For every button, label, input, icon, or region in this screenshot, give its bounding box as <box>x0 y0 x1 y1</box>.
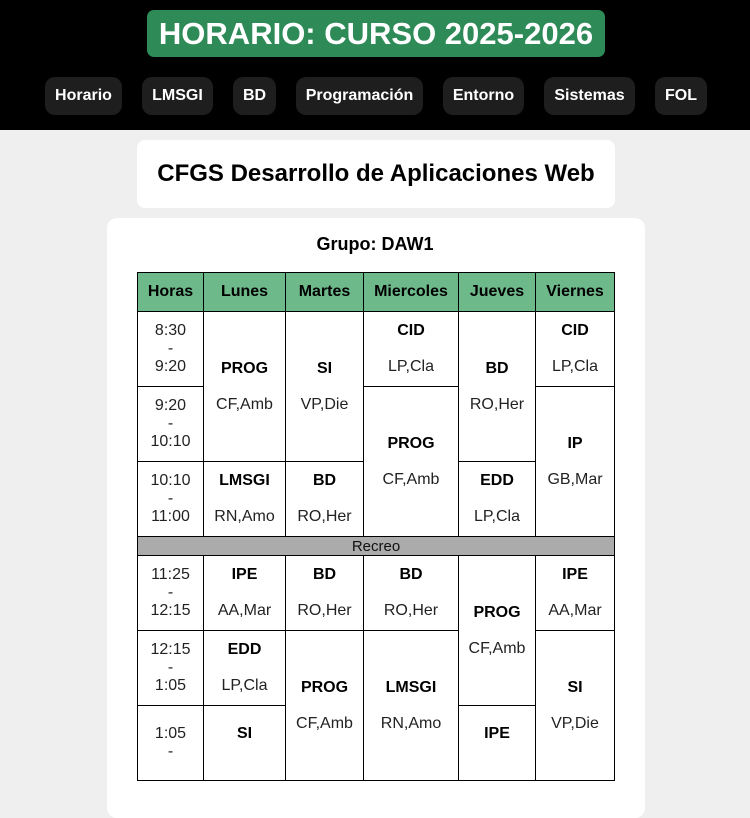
class-cell: IPE <box>459 706 536 781</box>
nav-programacion-button[interactable]: Programación <box>296 77 423 115</box>
class-cell: BD RO,Her <box>459 312 536 462</box>
header-jueves: Jueves <box>459 273 536 312</box>
class-cell: BD RO,Her <box>286 556 364 631</box>
class-cell: PROG CF,Amb <box>459 556 536 706</box>
class-cell: EDD LP,Cla <box>204 631 286 706</box>
nav-sistemas-button[interactable]: Sistemas <box>544 77 635 115</box>
nav-horario-button[interactable]: Horario <box>45 77 122 115</box>
time-cell: 11:25 - 12:15 <box>138 556 204 631</box>
class-cell: PROG CF,Amb <box>204 312 286 462</box>
class-cell: CID LP,Cla <box>364 312 459 387</box>
class-cell: SI VP,Die <box>536 631 615 781</box>
header-miercoles: Miercoles <box>364 273 459 312</box>
page-header <box>0 0 750 130</box>
class-cell: IP GB,Mar <box>536 387 615 537</box>
nav-entorno-button[interactable]: Entorno <box>443 77 524 115</box>
time-cell: 8:30 - 9:20 <box>138 312 204 387</box>
nav-lmsgi-button[interactable]: LMSGI <box>142 77 213 115</box>
class-cell: SI <box>204 706 286 781</box>
class-cell: IPE AA,Mar <box>536 556 615 631</box>
recreo-row <box>138 537 615 556</box>
class-cell: SI VP,Die <box>286 312 364 462</box>
schedule-table <box>137 272 615 781</box>
class-cell: PROG CF,Amb <box>364 387 459 537</box>
class-cell: BD RO,Her <box>286 462 364 537</box>
class-cell: PROG CF,Amb <box>286 631 364 781</box>
class-cell: IPE AA,Mar <box>204 556 286 631</box>
header-viernes: Viernes <box>536 273 615 312</box>
nav-bd-button[interactable]: BD <box>233 77 276 115</box>
nav-fol-button[interactable]: FOL <box>655 77 707 115</box>
class-cell: EDD LP,Cla <box>459 462 536 537</box>
page-title: HORARIO: CURSO 2025-2026 <box>147 10 605 57</box>
time-cell: 10:10 - 11:00 <box>138 462 204 537</box>
time-cell: 9:20 - 10:10 <box>138 387 204 462</box>
time-cell: 12:15 - 1:05 <box>138 631 204 706</box>
table-row <box>138 631 615 706</box>
class-cell: CID LP,Cla <box>536 312 615 387</box>
course-title: CFGS Desarrollo de Aplicaciones Web <box>137 140 615 208</box>
class-cell: LMSGI RN,Amo <box>364 631 459 781</box>
header-horas: Horas <box>138 273 204 312</box>
header-lunes: Lunes <box>204 273 286 312</box>
class-cell: BD RO,Her <box>364 556 459 631</box>
header-martes: Martes <box>286 273 364 312</box>
table-header-row <box>138 273 615 312</box>
time-cell: 1:05 - <box>138 706 204 781</box>
table-row <box>138 556 615 631</box>
recreo-cell: Recreo <box>138 537 615 556</box>
table-row <box>138 312 615 387</box>
group-title: Grupo: DAW1 <box>316 234 434 254</box>
class-cell: LMSGI RN,Amo <box>204 462 286 537</box>
